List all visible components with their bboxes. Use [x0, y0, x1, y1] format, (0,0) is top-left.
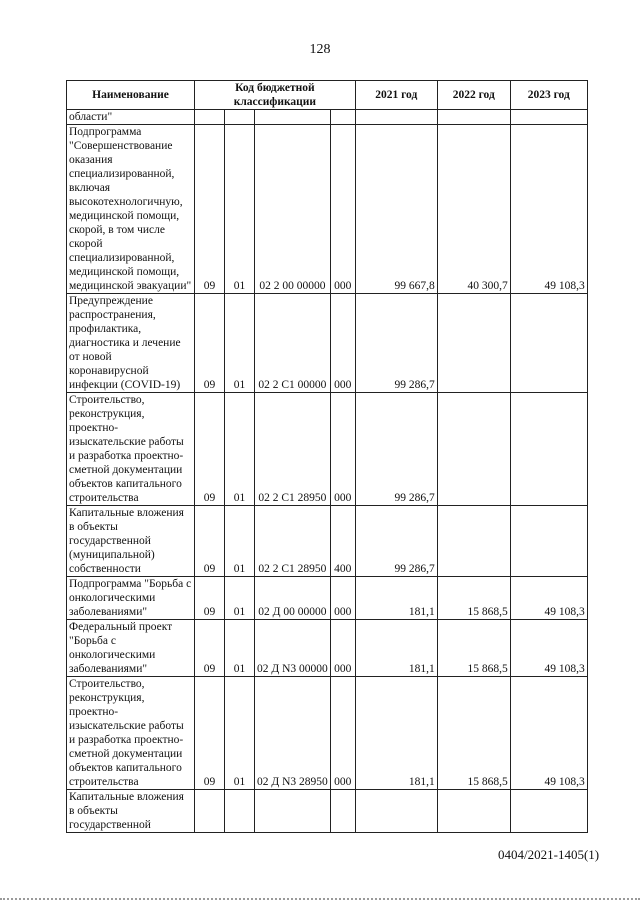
code-section: 09 [195, 620, 225, 677]
value-2023 [510, 790, 587, 833]
value-2022 [437, 790, 510, 833]
value-2022 [437, 393, 510, 506]
budget-table [66, 80, 588, 833]
value-2022: 40 300,7 [437, 125, 510, 294]
code-expense-type: 000 [330, 577, 355, 620]
code-subsection: 01 [225, 393, 255, 506]
row-name: Строительство, реконструкция, проектно-изыскательские работы и разработка проектно-сметной документации объектов капитального строительства [67, 393, 195, 506]
value-2021 [355, 790, 437, 833]
table-row [67, 294, 588, 393]
code-target-article: 02 2 00 00000 [255, 125, 331, 294]
value-2022: 15 868,5 [437, 677, 510, 790]
code-section [195, 110, 225, 125]
code-subsection: 01 [225, 677, 255, 790]
value-2021: 181,1 [355, 677, 437, 790]
table-row [67, 506, 588, 577]
table-body [67, 110, 588, 833]
value-2022 [437, 294, 510, 393]
header-code: Код бюджетной классификации [195, 81, 356, 110]
code-target-article [255, 790, 331, 833]
value-2023 [510, 393, 587, 506]
code-subsection: 01 [225, 125, 255, 294]
table-row [67, 393, 588, 506]
code-subsection: 01 [225, 506, 255, 577]
value-2022 [437, 506, 510, 577]
code-section: 09 [195, 393, 225, 506]
value-2023: 49 108,3 [510, 125, 587, 294]
value-2022: 15 868,5 [437, 620, 510, 677]
code-subsection: 01 [225, 577, 255, 620]
row-name: Федеральный проект "Борьба с онкологическими заболеваниями" [67, 620, 195, 677]
code-section: 09 [195, 506, 225, 577]
code-target-article: 02 Д N3 28950 [255, 677, 331, 790]
table-row [67, 577, 588, 620]
code-target-article: 02 Д 00 00000 [255, 577, 331, 620]
code-expense-type: 000 [330, 393, 355, 506]
value-2021: 99 286,7 [355, 294, 437, 393]
code-expense-type [330, 110, 355, 125]
code-expense-type: 000 [330, 620, 355, 677]
code-expense-type: 400 [330, 506, 355, 577]
code-section: 09 [195, 125, 225, 294]
code-subsection: 01 [225, 294, 255, 393]
code-subsection: 01 [225, 620, 255, 677]
value-2023 [510, 110, 587, 125]
value-2023 [510, 294, 587, 393]
row-name: Подпрограмма "Совершенствование оказания специализированной, включая высокотехнологичную, медицинской помощи, скорой, в том числе скорой специализированной, медицинской помощи, медицинской эвакуации" [67, 125, 195, 294]
code-target-article [255, 110, 331, 125]
code-target-article: 02 2 С1 28950 [255, 506, 331, 577]
table-row [67, 110, 588, 125]
code-target-article: 02 2 С1 00000 [255, 294, 331, 393]
value-2023 [510, 506, 587, 577]
code-expense-type: 000 [330, 125, 355, 294]
row-name: Капитальные вложения в объекты государственной [67, 790, 195, 833]
row-name: Предупреждение распространения, профилактика, диагностика и лечение от новой коронавирусной инфекции (COVID-19) [67, 294, 195, 393]
code-subsection [225, 790, 255, 833]
value-2021: 181,1 [355, 620, 437, 677]
value-2022: 15 868,5 [437, 577, 510, 620]
document-code: 0404/2021-1405(1) [498, 847, 600, 862]
header-2021: 2021 год [355, 81, 437, 110]
code-subsection [225, 110, 255, 125]
header-2022: 2022 год [437, 81, 510, 110]
code-expense-type [330, 790, 355, 833]
header-2023: 2023 год [510, 81, 587, 110]
value-2023: 49 108,3 [510, 577, 587, 620]
header-name: Наименование [67, 81, 195, 110]
scan-edge-line [0, 898, 640, 900]
row-name: Капитальные вложения в объекты государственной (муниципальной) собственности [67, 506, 195, 577]
row-name: области" [67, 110, 195, 125]
page-number: 128 [309, 42, 331, 57]
code-target-article: 02 Д N3 00000 [255, 620, 331, 677]
table-row [67, 125, 588, 294]
table-row [67, 677, 588, 790]
value-2022 [437, 110, 510, 125]
code-section [195, 790, 225, 833]
value-2021: 99 667,8 [355, 125, 437, 294]
code-expense-type: 000 [330, 677, 355, 790]
code-section: 09 [195, 294, 225, 393]
value-2023: 49 108,3 [510, 677, 587, 790]
table-row [67, 790, 588, 833]
code-section: 09 [195, 677, 225, 790]
table-header [67, 81, 588, 110]
value-2021: 99 286,7 [355, 506, 437, 577]
code-target-article: 02 2 С1 28950 [255, 393, 331, 506]
table-row [67, 620, 588, 677]
row-name: Строительство, реконструкция, проектно-изыскательские работы и разработка проектно-сметной документации объектов капитального строительства [67, 677, 195, 790]
value-2023: 49 108,3 [510, 620, 587, 677]
value-2021 [355, 110, 437, 125]
row-name: Подпрограмма "Борьба с онкологическими заболеваниями" [67, 577, 195, 620]
code-section: 09 [195, 577, 225, 620]
value-2021: 99 286,7 [355, 393, 437, 506]
value-2021: 181,1 [355, 577, 437, 620]
code-expense-type: 000 [330, 294, 355, 393]
